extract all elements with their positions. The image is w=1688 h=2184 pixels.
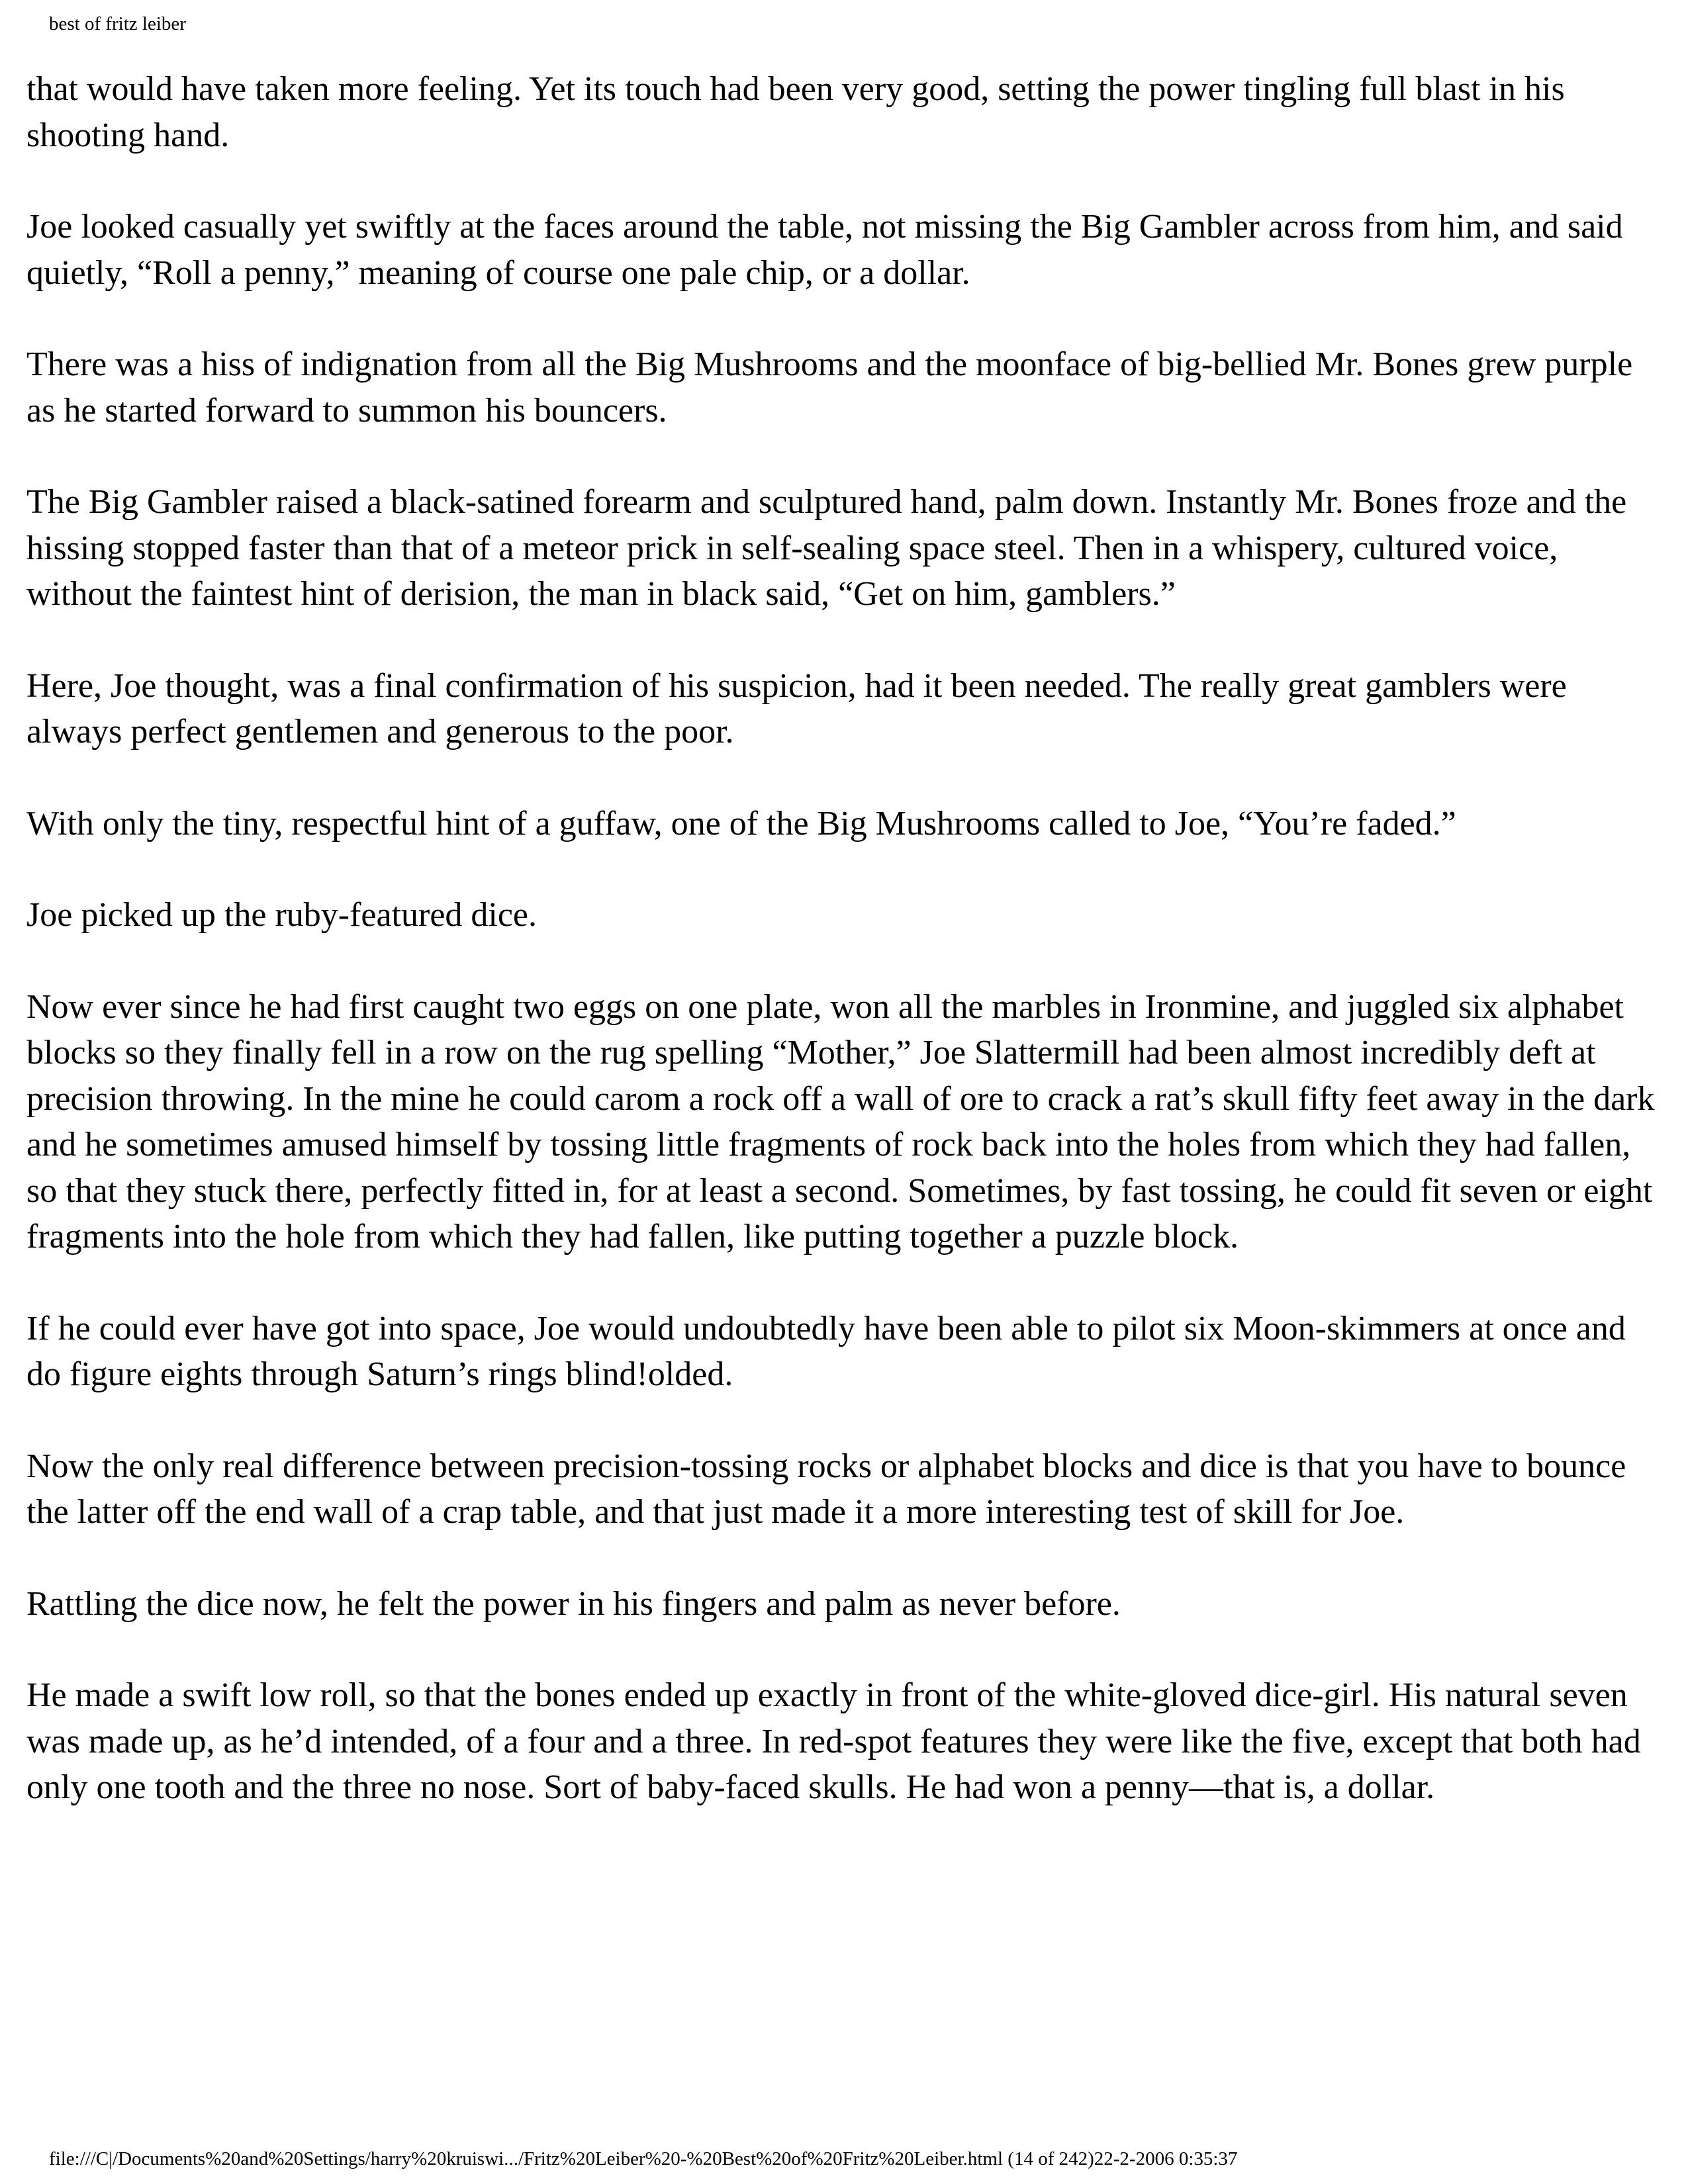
page-header-title: best of fritz leiber	[49, 13, 186, 34]
paragraph: There was a hiss of indignation from all the Big Mushrooms and the moonface of big-bellied Mr. Bones grew purple as he started forward to summon his bouncers.	[26, 345, 1633, 430]
paragraph: Here, Joe thought, was a final confirmation of his suspicion, had it been needed. The really great gamblers were always perfect gentlemen and generous to the poor.	[26, 666, 1567, 751]
paragraph: With only the tiny, respectful hint of a guffaw, one of the Big Mushrooms called to Joe, “You’re faded.”	[26, 804, 1456, 842]
paragraph: that would have taken more feeling. Yet its touch had been very good, setting the power tingling full blast in his shooting hand.	[26, 70, 1565, 154]
paragraph: He made a swift low roll, so that the bones ended up exactly in front of the white-gloved dice-girl. His natural seven was made up, as he’d intended, of a four and a three. In red-spot features they were like the five, except that both had only one tooth and the three no nose. Sort of baby-faced skulls. He had won a penny—that is, a dollar.	[26, 1676, 1641, 1806]
paragraph: Now ever since he had first caught two eggs on one plate, won all the marbles in Ironmine, and juggled six alphabet blocks so they finally fell in a row on the rug spelling “Mother,” Joe Slattermill had been almost incredibly deft at precision throwing. In the mine he could carom a rock off a wall of ore to crack a rat’s skull fifty feet away in the dark and he sometimes amused himself by tossing little fragments of rock back into the holes from which they had fallen, so that they stuck there, perfectly fitted in, for at least a second. Sometimes, by fast tossing, he could fit seven or eight fragments into the hole from which they had fallen, like putting together a puzzle block.	[26, 987, 1655, 1255]
paragraph: If he could ever have got into space, Joe would undoubtedly have been able to pilot six Moon-skimmers at once and do figure eights through Saturn’s rings blind!olded.	[26, 1309, 1626, 1393]
paragraph: Now the only real difference between precision-tossing rocks or alphabet blocks and dice is that you have to bounce the latter off the end wall of a crap table, and that just made it a more interesting test of skill for Joe.	[26, 1447, 1626, 1531]
page-footer-file-path: file:///C|/Documents%20and%20Settings/harry%20kruiswi.../Fritz%20Leiber%20-%20Best%20of%20Fritz%20Leiber.html (14 of 242)22-2-2006 0:35:37	[49, 2148, 1238, 2169]
paragraph: Joe picked up the ruby-featured dice.	[26, 896, 538, 934]
paragraph: Joe looked casually yet swiftly at the faces around the table, not missing the Big Gambler across from him, and said quietly, “Roll a penny,” meaning of course one pale chip, or a dollar.	[26, 208, 1623, 292]
paragraph: Rattling the dice now, he felt the power in his fingers and palm as never before.	[26, 1584, 1121, 1623]
paragraph: The Big Gambler raised a black-satined forearm and sculptured hand, palm down. Instantly Mr. Bones froze and the hissing stopped faster than that of a meteor prick in self-sealing space steel. Then in a whispery, cultured voice, without the faintest hint of derision, the man in black said, “Get on him, gamblers.”	[26, 483, 1627, 613]
document-body	[26, 66, 1662, 1856]
